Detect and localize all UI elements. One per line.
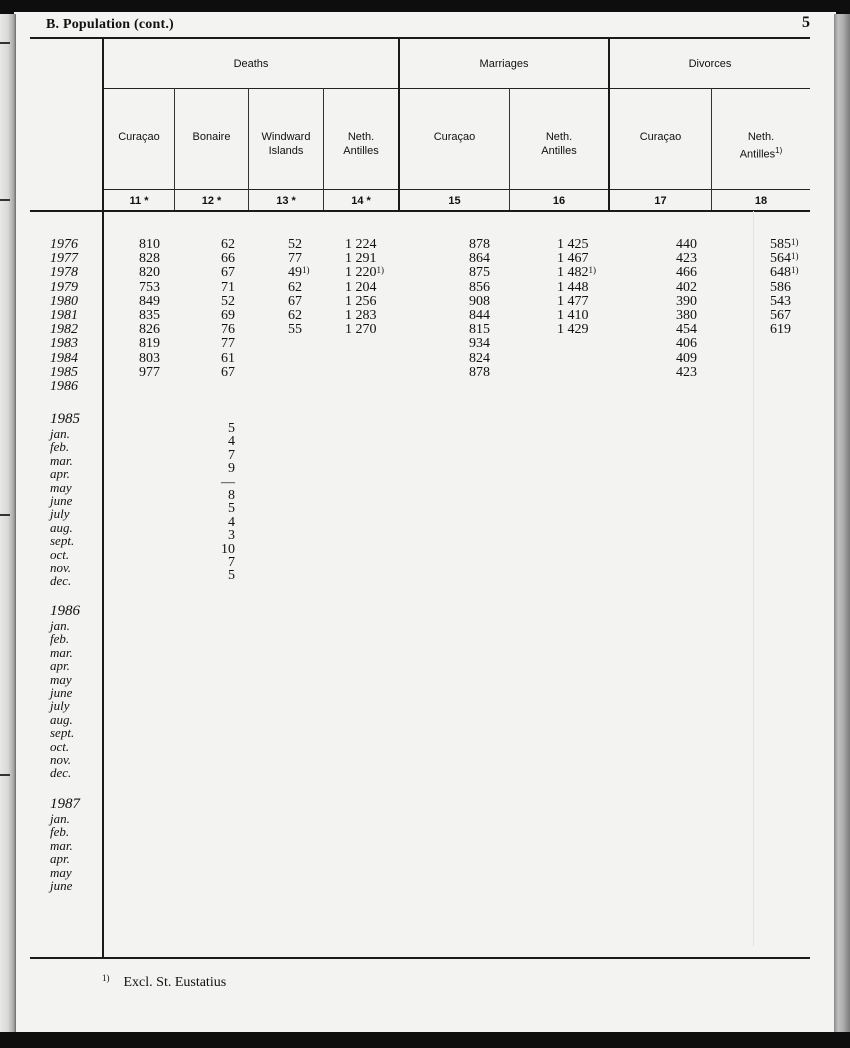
cell-bonaire-deaths-monthly: 4 bbox=[228, 434, 235, 450]
row-month-label: apr. bbox=[50, 466, 70, 482]
scan-bottom-border bbox=[0, 1032, 850, 1048]
cell-c12: 67 bbox=[221, 364, 235, 380]
cell-c11: 810 bbox=[139, 237, 160, 252]
bleed-through-line bbox=[753, 211, 754, 946]
row-year-label: 1986 bbox=[50, 379, 78, 394]
column-number-18: 18 bbox=[754, 195, 768, 207]
row-month-label: aug. bbox=[50, 519, 73, 535]
cell-c15: 856 bbox=[469, 279, 490, 295]
row-month-label: mar. bbox=[50, 837, 73, 853]
cell-c12: 52 bbox=[221, 293, 235, 309]
cell-c18: 619 bbox=[770, 322, 791, 338]
column-number-14: 14 * bbox=[351, 195, 371, 207]
cell-c12: 66 bbox=[221, 251, 235, 267]
row-year-label: 1976 bbox=[50, 237, 78, 252]
cell-c17: 402 bbox=[676, 279, 697, 295]
header-bottom-rule bbox=[30, 210, 810, 212]
cell-c13: 52 bbox=[288, 237, 302, 252]
cell-c11: 820 bbox=[139, 265, 160, 281]
cell-c14: 1 291 bbox=[345, 251, 377, 267]
row-month-label: june bbox=[50, 685, 73, 700]
column-number-rule bbox=[102, 189, 810, 190]
cell-c16: 1 448 bbox=[557, 279, 589, 295]
cell-c16: 1 410 bbox=[557, 308, 589, 323]
cell-bonaire-deaths-monthly: 4 bbox=[228, 514, 235, 530]
cell-c11: 828 bbox=[139, 251, 160, 267]
cell-c12: 71 bbox=[221, 279, 235, 295]
row-month-label: jan. bbox=[50, 811, 70, 826]
cell-c14: 1 220$^{1)}$ bbox=[345, 265, 384, 281]
row-month-label: may bbox=[50, 671, 72, 687]
row-month-label: oct. bbox=[50, 738, 70, 754]
period-year-label: 1985 bbox=[50, 411, 80, 427]
cell-c17: 380 bbox=[676, 308, 697, 323]
period-year-label: 1987 bbox=[50, 796, 80, 812]
period-year-label: 1986 bbox=[50, 603, 80, 619]
cell-c17: 454 bbox=[676, 322, 697, 338]
row-year-label: 1979 bbox=[50, 279, 78, 295]
cell-c11: 803 bbox=[139, 350, 160, 366]
cell-c18: 586 bbox=[770, 279, 791, 295]
row-year-label: 1982 bbox=[50, 322, 78, 338]
row-year-label: 1981 bbox=[50, 308, 78, 323]
cell-c17: 440 bbox=[676, 237, 697, 252]
cell-c15: 864 bbox=[469, 251, 490, 267]
row-month-label: jan. bbox=[50, 426, 70, 441]
cell-c13: 55 bbox=[288, 322, 302, 338]
cell-c11: 753 bbox=[139, 279, 160, 295]
cell-c17: 466 bbox=[676, 265, 697, 281]
row-month-label: mar. bbox=[50, 452, 73, 468]
cell-bonaire-deaths-monthly: — bbox=[221, 474, 235, 490]
cell-c15: 908 bbox=[469, 293, 490, 309]
cell-c18: 567 bbox=[770, 308, 791, 323]
group-header-deaths: Deaths bbox=[233, 58, 269, 70]
row-month-label: sept. bbox=[50, 725, 75, 741]
column-header-windward-deaths: Windward Islands bbox=[261, 131, 311, 157]
cell-c11: 849 bbox=[139, 293, 160, 309]
column-number-17: 17 bbox=[654, 195, 667, 207]
cell-c15: 875 bbox=[469, 265, 490, 281]
column-number-11: 11 * bbox=[129, 195, 149, 207]
row-month-label: feb. bbox=[50, 631, 70, 647]
cell-c14: 1 270 bbox=[345, 322, 377, 338]
cell-c11: 826 bbox=[139, 322, 160, 338]
cell-c12: 67 bbox=[221, 265, 235, 281]
cell-bonaire-deaths-monthly: 10 bbox=[221, 541, 235, 557]
row-month-label: nov. bbox=[50, 752, 72, 767]
cell-c13: 62 bbox=[288, 279, 302, 295]
cell-c18: 585$^{1)}$ bbox=[770, 237, 799, 252]
cell-c12: 61 bbox=[221, 350, 235, 366]
column-header-curacao-divorces: Curaçao bbox=[639, 131, 682, 143]
col-divider-11-12 bbox=[174, 88, 175, 210]
row-month-label: may bbox=[50, 479, 72, 495]
stub-column-divider bbox=[102, 37, 104, 957]
cell-c11: 977 bbox=[139, 364, 160, 380]
row-month-label: july bbox=[50, 506, 70, 522]
cell-c16: 1 467 bbox=[557, 251, 589, 267]
section-title: B. Population (cont.) bbox=[46, 17, 174, 32]
cell-c17: 423 bbox=[676, 364, 697, 380]
cell-bonaire-deaths-monthly: 8 bbox=[228, 488, 235, 503]
cell-c18: 543 bbox=[770, 293, 791, 309]
column-header-curacao-marriages: Curaçao bbox=[433, 131, 476, 143]
cell-c11: 835 bbox=[139, 308, 160, 323]
cell-c15: 844 bbox=[469, 308, 490, 323]
group-header-rule bbox=[102, 88, 810, 89]
cell-bonaire-deaths-monthly: 7 bbox=[228, 447, 235, 463]
row-month-label: apr. bbox=[50, 851, 70, 867]
cell-c14: 1 256 bbox=[345, 293, 377, 309]
cell-c17: 406 bbox=[676, 336, 697, 352]
cell-bonaire-deaths-monthly: 3 bbox=[228, 528, 235, 544]
footnote bbox=[102, 975, 226, 991]
column-header-nethantilles-marriages: Neth. Antilles bbox=[541, 131, 577, 157]
cell-c14: 1 224 bbox=[345, 237, 377, 252]
cell-c15: 815 bbox=[469, 322, 490, 338]
row-year-label: 1977 bbox=[50, 251, 78, 267]
cell-c16: 1 477 bbox=[557, 293, 589, 309]
cell-c16: 1 425 bbox=[557, 237, 589, 252]
cell-c17: 390 bbox=[676, 293, 697, 309]
cell-c13: 67 bbox=[288, 293, 302, 309]
cell-c18: 648$^{1)}$ bbox=[770, 265, 799, 281]
row-month-label: july bbox=[50, 698, 70, 714]
cell-c15: 934 bbox=[469, 336, 490, 352]
column-header-bonaire-deaths: Bonaire bbox=[192, 131, 231, 143]
cell-c15: 878 bbox=[469, 237, 490, 252]
row-month-label: dec. bbox=[50, 765, 72, 781]
cell-c14: 1 204 bbox=[345, 279, 377, 295]
row-month-label: mar. bbox=[50, 644, 73, 660]
column-header-nethantilles-divorces: Neth. Antilles$^{1)}$ bbox=[739, 131, 783, 161]
cell-c14: 1 283 bbox=[345, 308, 377, 323]
cell-bonaire-deaths-monthly: 5 bbox=[228, 501, 235, 517]
row-year-label: 1985 bbox=[50, 364, 78, 380]
page-binding-edge bbox=[834, 14, 850, 1034]
cell-c12: 76 bbox=[221, 322, 235, 338]
column-header-curacao-deaths: Curaçao bbox=[118, 131, 160, 143]
row-month-label: may bbox=[50, 864, 72, 880]
row-month-label: june bbox=[50, 493, 73, 508]
cell-c17: 409 bbox=[676, 350, 697, 366]
cell-bonaire-deaths-monthly: 5 bbox=[228, 421, 235, 436]
table-bottom-rule bbox=[30, 957, 810, 959]
column-number-13: 13 * bbox=[276, 195, 296, 207]
table-top-rule bbox=[30, 37, 810, 39]
group-header-divorces: Divorces bbox=[688, 58, 732, 70]
cell-c15: 878 bbox=[469, 364, 490, 380]
column-header-nethantilles-deaths: Neth. Antilles bbox=[343, 131, 379, 157]
cell-c13: 49$^{1)}$ bbox=[288, 265, 310, 281]
row-year-label: 1978 bbox=[50, 265, 78, 281]
cell-c12: 77 bbox=[221, 336, 235, 352]
cell-c11: 819 bbox=[139, 336, 160, 352]
cell-c18: 564$^{1)}$ bbox=[770, 251, 799, 267]
cell-c16: 1 429 bbox=[557, 322, 589, 338]
row-year-label: 1984 bbox=[50, 350, 78, 366]
document-page bbox=[14, 12, 836, 1034]
cell-c12: 62 bbox=[221, 237, 235, 252]
cell-c13: 62 bbox=[288, 308, 302, 323]
row-month-label: oct. bbox=[50, 546, 70, 562]
row-month-label: sept. bbox=[50, 533, 75, 549]
cell-c16: 1 482$^{1)}$ bbox=[557, 265, 596, 281]
previous-page-edge bbox=[0, 14, 16, 1034]
footnote-marker: 1) bbox=[102, 973, 110, 983]
page-number: 5 bbox=[802, 14, 810, 31]
column-number-16: 16 bbox=[552, 195, 566, 207]
row-month-label: apr. bbox=[50, 658, 70, 674]
row-month-label: feb. bbox=[50, 439, 70, 455]
cell-bonaire-deaths-monthly: 9 bbox=[228, 461, 235, 477]
cell-c12: 69 bbox=[221, 308, 235, 323]
group-header-marriages: Marriages bbox=[479, 58, 529, 70]
row-month-label: aug. bbox=[50, 711, 73, 727]
cell-c17: 423 bbox=[676, 251, 697, 267]
column-number-15: 15 bbox=[448, 195, 461, 207]
row-year-label: 1983 bbox=[50, 336, 78, 352]
row-year-label: 1980 bbox=[50, 293, 78, 309]
row-month-label: feb. bbox=[50, 824, 70, 840]
cell-bonaire-deaths-monthly: 5 bbox=[228, 568, 235, 584]
row-month-label: jan. bbox=[50, 618, 70, 633]
cell-c15: 824 bbox=[469, 350, 490, 366]
row-month-label: dec. bbox=[50, 573, 72, 589]
cell-bonaire-deaths-monthly: 7 bbox=[228, 555, 235, 570]
row-month-label: june bbox=[50, 878, 73, 893]
column-number-12: 12 * bbox=[201, 195, 222, 207]
row-month-label: nov. bbox=[50, 560, 72, 575]
cell-c13: 77 bbox=[288, 251, 302, 267]
footnote-text: Excl. St. Eustatius bbox=[123, 975, 227, 990]
